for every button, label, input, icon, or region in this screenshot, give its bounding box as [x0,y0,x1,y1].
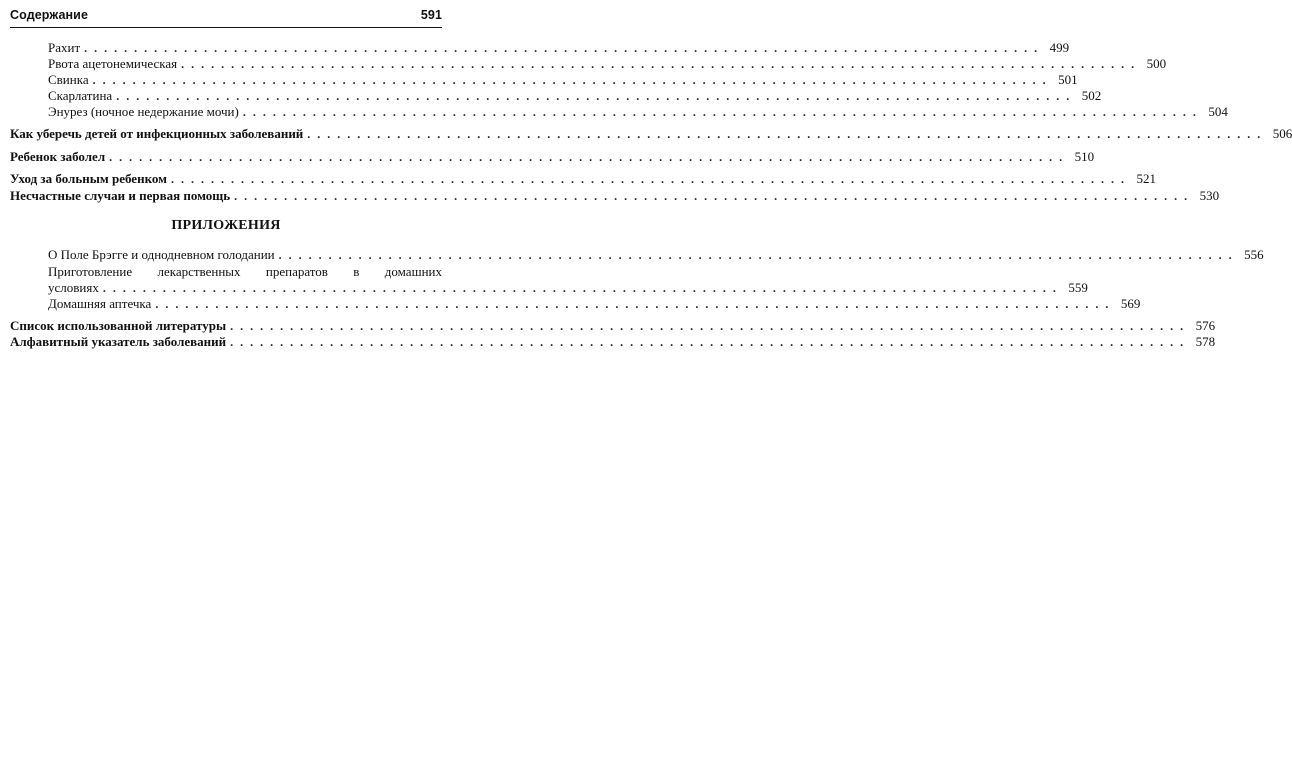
toc-entry-title: Ребенок заболел [10,149,106,164]
dot-leader: ................................................................................................ [234,189,1195,203]
toc-entry-title: Как уберечь детей от инфекционных заболеваний [10,126,304,141]
toc-entry-title: Рвота ацетонемическая [48,56,178,71]
toc-entry-title: Домашняя аптечка [48,296,152,311]
toc-entry-title: Энурез (ночное недержание мочи) [48,104,239,119]
toc-entry-page: 569 [1120,296,1141,311]
toc-entry[interactable] [10,40,1070,56]
dot-leader: ................................................................................................ [278,248,1239,262]
toc-entry-page: 504 [1208,104,1228,119]
dot-leader: ................................................................................................ [102,281,1063,295]
toc-chapter-entry[interactable] [10,171,1156,187]
dot-leader: ................................................................................................ [171,172,1131,186]
toc-entry-page: 499 [1049,40,1070,55]
toc-entry-page: 500 [1146,56,1167,71]
toc-entry-page: 521 [1136,171,1156,186]
toc-entry-page: 501 [1058,72,1078,87]
toc-entry[interactable] [10,88,1102,104]
toc-entry[interactable] [10,72,1078,88]
dot-leader: ................................................................................................ [307,127,1268,141]
toc-chapter-entry[interactable] [10,149,1095,165]
dot-leader: ................................................................................................ [84,41,1045,55]
toc-entry[interactable] [10,296,1141,312]
dot-leader: ................................................................................................ [109,150,1070,164]
running-head-title: Содержание [10,8,89,22]
toc-entry-title: Список использованной литературы [10,318,227,333]
toc-entry[interactable] [10,247,1264,263]
dot-leader: ................................................................................................ [116,89,1077,103]
toc-entry-title: Рахит [48,40,81,55]
toc-entry-title: Скарлатина [48,88,113,103]
toc-entry-page: 578 [1195,334,1216,349]
appendix-heading: ПРИЛОЖЕНИЯ [171,218,281,233]
dot-leader: ................................................................................................ [181,57,1142,71]
toc-entry-page: 502 [1081,88,1102,103]
dot-leader: ................................................................................................ [92,73,1053,87]
running-head-page-number: 591 [420,8,442,22]
toc-entry-title: Уход за больным ребенком [10,171,167,186]
toc-entry-page: 576 [1195,318,1216,333]
header-rule [10,27,442,28]
toc-entry-title: Алфавитный указатель заболеваний [10,334,227,349]
toc-entry-title: О Поле Брэгге и однодневном голодании [48,247,275,262]
dot-leader: ................................................................................................ [242,105,1203,119]
toc-entry-title-line1[interactable]: Приготовление лекарственных препаратов в домашних [48,264,442,279]
toc-entry[interactable] [10,104,1228,120]
toc-entry[interactable] [10,56,1167,72]
dot-leader: ................................................................................................ [155,297,1116,311]
toc-chapter-entry[interactable] [10,334,1216,350]
dot-leader: ................................................................................................ [230,335,1191,349]
toc-entry-page: 506 [1272,126,1292,141]
toc-entry-page: 530 [1199,188,1220,203]
toc-entry-title: Несчастные случаи и первая помощь [10,188,231,203]
toc-entry-title-line2: условиях [48,280,99,295]
toc-chapter-entry[interactable] [10,318,1216,334]
dot-leader: ................................................................................................ [230,319,1191,333]
toc-entry-page: 510 [1074,149,1095,164]
toc-chapter-entry[interactable] [10,126,1292,142]
running-head [10,8,442,22]
toc-chapter-entry[interactable] [10,188,1220,204]
toc-entry-page: 556 [1244,247,1264,262]
toc-entry-title: Свинка [48,72,89,87]
toc-entry-page: 559 [1068,280,1088,295]
toc-entry[interactable] [10,280,1088,296]
